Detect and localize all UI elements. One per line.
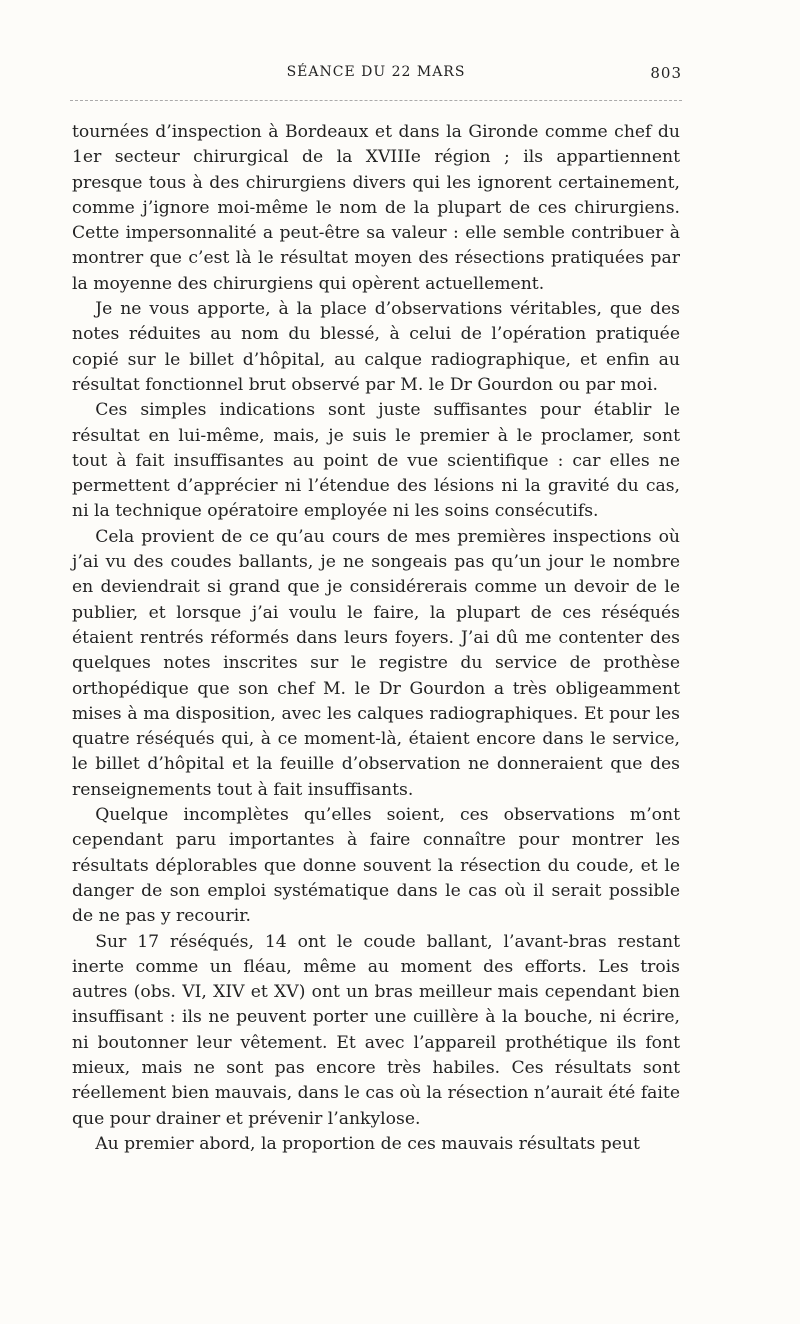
page-number: 803 [650,64,682,82]
paragraph-3: Ces simples indications sont juste suffisantes pour établir le résultat en lui-même, mais, je suis le premier à le proclamer, sont tout à fait insuffisantes au point de vue scientifique : car elles ne permettent d’apprécier ni l’étendue des lésions ni la gravité du cas, ni la technique opératoire employée ni les soins consécutifs. [72,400,680,522]
paragraph-5: Quelque incomplètes qu’elles soient, ces observations m’ont cependant paru importantes à faire connaître pour montrer les résultats déplorables que donne souvent la résection du coude, et le danger de son emploi systématique dans le cas où il serait possible de ne pas y recourir. [72,805,680,927]
paragraph-7: Au premier abord, la proportion de ces mauvais résultats peut [95,1133,640,1154]
header-rule [70,100,682,101]
paragraph-1: tournées d’inspection à Bordeaux et dans la Gironde comme chef du 1er secteur chirurgical de la XVIIIe région ; ils appartiennent presque tous à des chirurgiens divers qui les ignorent certainement, comme j’ignore moi-même le nom de la plupart de ces chirurgiens. Cette impersonnalité a peut-être sa valeur : elle semble contribuer à montrer que c’est là le résultat moyen des résections pratiquées par la moyenne des chirurgiens qui opèrent actuellement. [72,122,680,294]
paragraph-4: Cela provient de ce qu’au cours de mes premières inspections où j’ai vu des coudes ballants, je ne songeais pas qu’un jour le nombre en deviendrait si grand que je considérerais comme un devoir de le publier, et lorsque j’ai voulu le faire, la plupart de ces réséqués étaient rentrés réformés dans leurs foyers. J’ai dû me contenter des quelques notes inscrites sur le registre du service de prothèse orthopédique que son chef M. le Dr Gourdon a très obligeamment mises à ma disposition, avec les calques radiographiques. Et pour les quatre réséqués qui, à ce moment-là, étaient encore dans le service, le billet d’hôpital et la feuille d’observation ne donneraient que des renseignements tout à fait insuffisants. [72,526,680,800]
paragraph-2: Je ne vous apporte, à la place d’observations véritables, que des notes réduites au nom du blessé, à celui de l’opération pratiquée copié sur le billet d’hôpital, au calque radiographique, et enfin au résultat fonctionnel brut observé par M. le Dr Gourdon ou par moi. [72,299,680,395]
body-text [72,120,680,1157]
running-head [70,64,682,90]
paragraph-6: Sur 17 réséqués, 14 ont le coude ballant, l’avant-bras restant inerte comme un fléau, même au moment des efforts. Les trois autres (obs. VI, XIV et XV) ont un bras meilleur mais cependant bien insuffisant : ils ne peuvent porter une cuillère à la bouche, ni écrire, ni boutonner leur vêtement. Et avec l’appareil prothétique ils font mieux, mais ne sont pas encore très habiles. Ces résultats sont réellement bien mauvais, dans le cas où la résection n’aurait été faite que pour drainer et prévenir l’ankylose. [72,931,680,1129]
running-title: SÉANCE DU 22 MARS [286,64,466,80]
